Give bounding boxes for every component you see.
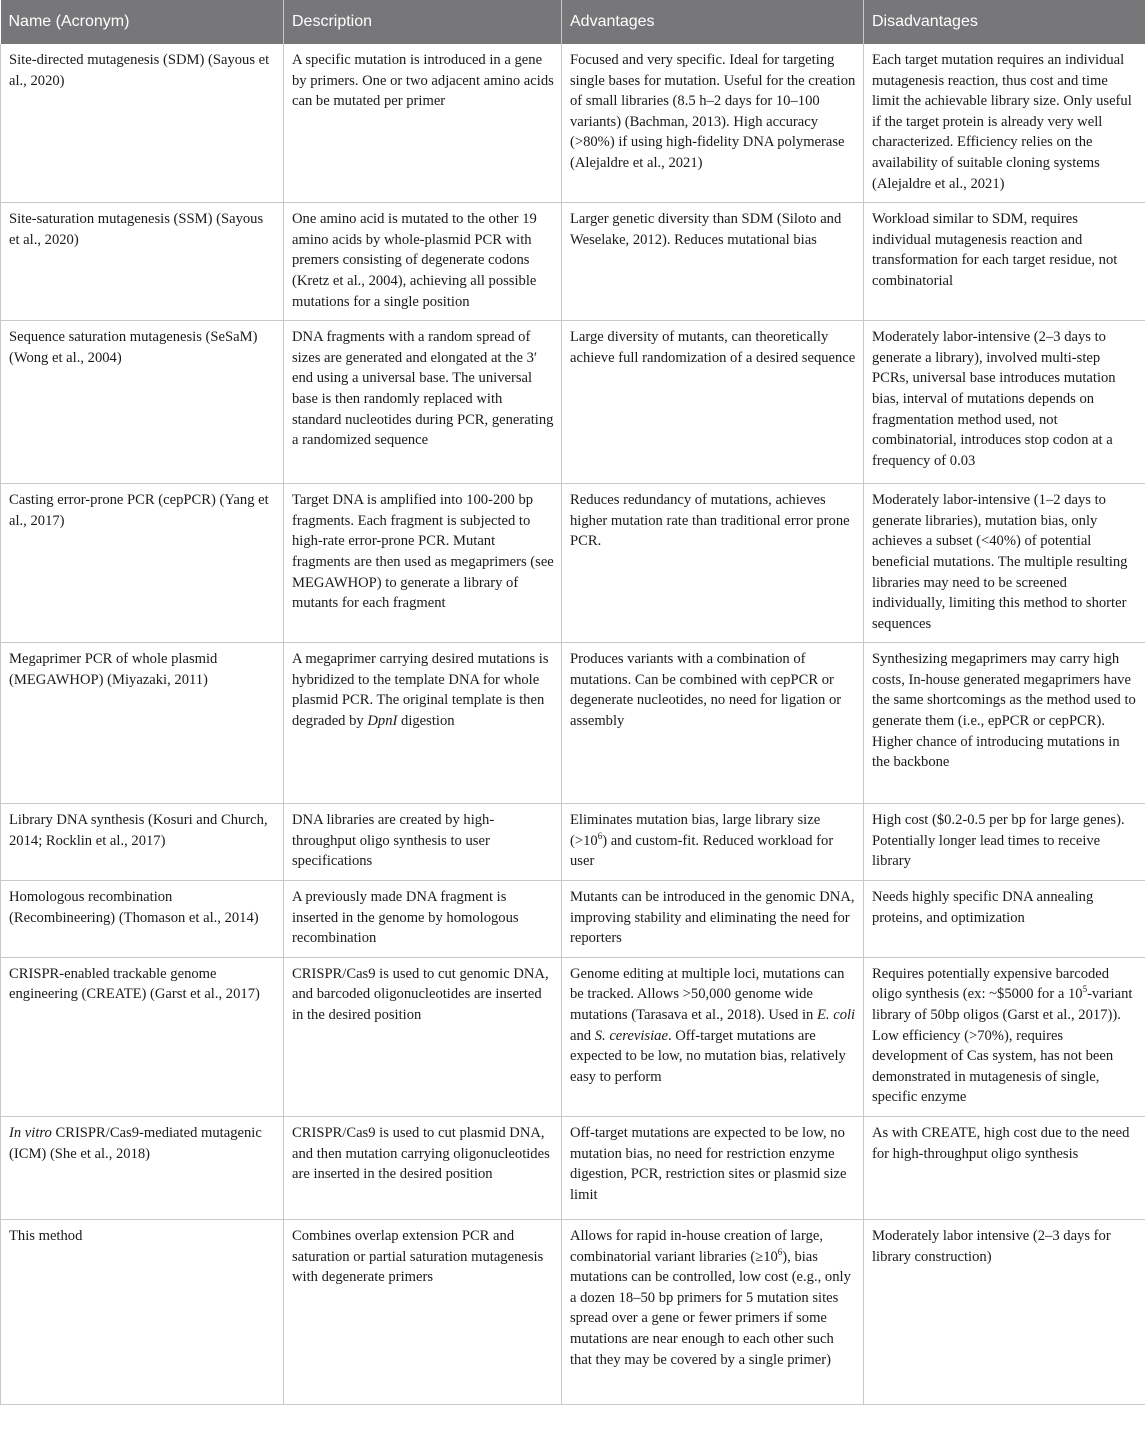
cell-disadvantages: Needs highly specific DNA annealing proteins, and optimization xyxy=(864,881,1145,958)
cell-advantages: Genome editing at multiple loci, mutations can be tracked. Allows >50,000 genome wide mutations (Tarasava et al., 2018). Used in E. coli and S. cerevisiae. Off-target mutations are expected to be low, no mutation bias, relatively easy to perform xyxy=(562,957,864,1116)
header-advantages: Advantages xyxy=(562,0,864,44)
cell-name: Site-saturation mutagenesis (SSM) (Sayous et al., 2020) xyxy=(1,203,284,321)
cell-advantages: Mutants can be introduced in the genomic DNA, improving stability and eliminating the need for reporters xyxy=(562,881,864,958)
cell-disadvantages: Moderately labor-intensive (2–3 days to generate a library), involved multi-step PCRs, universal base introduces mutation bias, interval of mutations depends on fragmentation method used, not combinatorial, introduces stop codon at a frequency of 0.03 xyxy=(864,321,1145,484)
cell-disadvantages: Workload similar to SDM, requires individual mutagenesis reaction and transformation for each target residue, not combinatorial xyxy=(864,203,1145,321)
cell-description: CRISPR/Cas9 is used to cut genomic DNA, and barcoded oligonucleotides are inserted in the desired position xyxy=(284,957,562,1116)
cell-advantages: Off-target mutations are expected to be low, no mutation bias, no need for restriction enzyme digestion, PCR, restriction sites or plasmid size limit xyxy=(562,1117,864,1220)
table-row xyxy=(1,1117,1145,1220)
table-row xyxy=(1,1220,1145,1405)
cell-name: This method xyxy=(1,1220,284,1405)
table-row xyxy=(1,321,1145,484)
cell-description: A megaprimer carrying desired mutations is hybridized to the template DNA for whole plasmid PCR. The original template is then degraded by DpnI digestion xyxy=(284,643,562,804)
header-name: Name (Acronym) xyxy=(1,0,284,44)
table-row xyxy=(1,881,1145,958)
cell-description: A specific mutation is introduced in a gene by primers. One or two adjacent amino acids can be mutated per primer xyxy=(284,44,562,203)
cell-name: CRISPR-enabled trackable genome engineering (CREATE) (Garst et al., 2017) xyxy=(1,957,284,1116)
cell-description: A previously made DNA fragment is inserted in the genome by homologous recombination xyxy=(284,881,562,958)
header-disadvantages: Disadvantages xyxy=(864,0,1145,44)
cell-advantages: Large diversity of mutants, can theoretically achieve full randomization of a desired sequence xyxy=(562,321,864,484)
cell-disadvantages: Synthesizing megaprimers may carry high costs, In-house generated megaprimers have the same shortcomings as the method used to generate them (i.e., epPCR or cepPCR). Higher chance of introducing mutations in the backbone xyxy=(864,643,1145,804)
cell-advantages: Eliminates mutation bias, large library size $(>10^6)$ and custom-fit. Reduced workload for user xyxy=(562,804,864,881)
cell-name: Casting error-prone PCR (cepPCR) (Yang et al., 2017) xyxy=(1,484,284,643)
header-row xyxy=(1,0,1145,44)
cell-advantages: Produces variants with a combination of mutations. Can be combined with cepPCR or degenerate nucleotides, no need for ligation or assembly xyxy=(562,643,864,804)
cell-description: DNA libraries are created by high-throughput oligo synthesis to user specifications xyxy=(284,804,562,881)
cell-description: CRISPR/Cas9 is used to cut plasmid DNA, and then mutation carrying oligonucleotides are inserted in the desired position xyxy=(284,1117,562,1220)
table-row xyxy=(1,203,1145,321)
cell-advantages: Reduces redundancy of mutations, achieves higher mutation rate than traditional error prone PCR. xyxy=(562,484,864,643)
cell-description: One amino acid is mutated to the other 19 amino acids by whole-plasmid PCR with premers consisting of degenerate codons (Kretz et al., 2004), achieving all possible mutations for a single position xyxy=(284,203,562,321)
cell-name: Site-directed mutagenesis (SDM) (Sayous et al., 2020) xyxy=(1,44,284,203)
cell-description: Target DNA is amplified into 100-200 bp fragments. Each fragment is subjected to high-rate error-prone PCR. Mutant fragments are then used as megaprimers (see MEGAWHOP) to generate a library of mutants for each fragment xyxy=(284,484,562,643)
cell-name: Library DNA synthesis (Kosuri and Church, 2014; Rocklin et al., 2017) xyxy=(1,804,284,881)
table-row xyxy=(1,643,1145,804)
header-description: Description xyxy=(284,0,562,44)
cell-description: DNA fragments with a random spread of sizes are generated and elongated at the 3′ end using a universal base. The universal base is then randomly replaced with standard nucleotides during PCR, generating a randomized sequence xyxy=(284,321,562,484)
cell-disadvantages: High cost ($0.2-0.5 per bp for large genes). Potentially longer lead times to receive library xyxy=(864,804,1145,881)
cell-disadvantages: As with CREATE, high cost due to the need for high-throughput oligo synthesis xyxy=(864,1117,1145,1220)
cell-description: Combines overlap extension PCR and saturation or partial saturation mutagenesis with degenerate primers xyxy=(284,1220,562,1405)
table-row xyxy=(1,957,1145,1116)
table-row xyxy=(1,804,1145,881)
cell-name: Homologous recombination (Recombineering) (Thomason et al., 2014) xyxy=(1,881,284,958)
table-row xyxy=(1,44,1145,203)
cell-advantages: Larger genetic diversity than SDM (Siloto and Weselake, 2012). Reduces mutational bias xyxy=(562,203,864,321)
cell-advantages: Allows for rapid in-house creation of large, combinatorial variant libraries $(\ge 10^6)$, bias mutations can be controlled, low cost (e.g., only a dozen 18–50 bp primers for 5 mutation sites spread over a gene or fewer primers if some mutations are near enough to each other such that they may be covered by a single primer) xyxy=(562,1220,864,1405)
cell-name: In vitro CRISPR/Cas9-mediated mutagenic (ICM) (She et al., 2018) xyxy=(1,1117,284,1220)
cell-disadvantages: Each target mutation requires an individual mutagenesis reaction, thus cost and time limit the achievable library size. Only useful if the target protein is already very well characterized. Efficiency relies on the availability of suitable cloning systems (Alejaldre et al., 2021) xyxy=(864,44,1145,203)
cell-disadvantages: Moderately labor-intensive (1–2 days to generate libraries), mutation bias, only achieves a subset (<40%) of potential beneficial mutations. The multiple resulting libraries may need to be screened individually, limiting this method to shorter sequences xyxy=(864,484,1145,643)
cell-advantages: Focused and very specific. Ideal for targeting single bases for mutation. Useful for the creation of small libraries (8.5 h–2 days for 10–100 variants) (Bachman, 2013). High accuracy (>80%) if using high-fidelity DNA polymerase (Alejaldre et al., 2021) xyxy=(562,44,864,203)
cell-disadvantages: Requires potentially expensive barcoded oligo synthesis (ex: ~$5000 for a $10^5$-variant library of 50bp oligos (Garst et al., 2017)). Low efficiency (>70%), requires development of Cas system, has not been demonstrated in mutagenesis of single, specific enzyme xyxy=(864,957,1145,1116)
table-row xyxy=(1,484,1145,643)
cell-disadvantages: Moderately labor intensive (2–3 days for library construction) xyxy=(864,1220,1145,1405)
cell-name: Megaprimer PCR of whole plasmid (MEGAWHOP) (Miyazaki, 2011) xyxy=(1,643,284,804)
cell-name: Sequence saturation mutagenesis (SeSaM) (Wong et al., 2004) xyxy=(1,321,284,484)
